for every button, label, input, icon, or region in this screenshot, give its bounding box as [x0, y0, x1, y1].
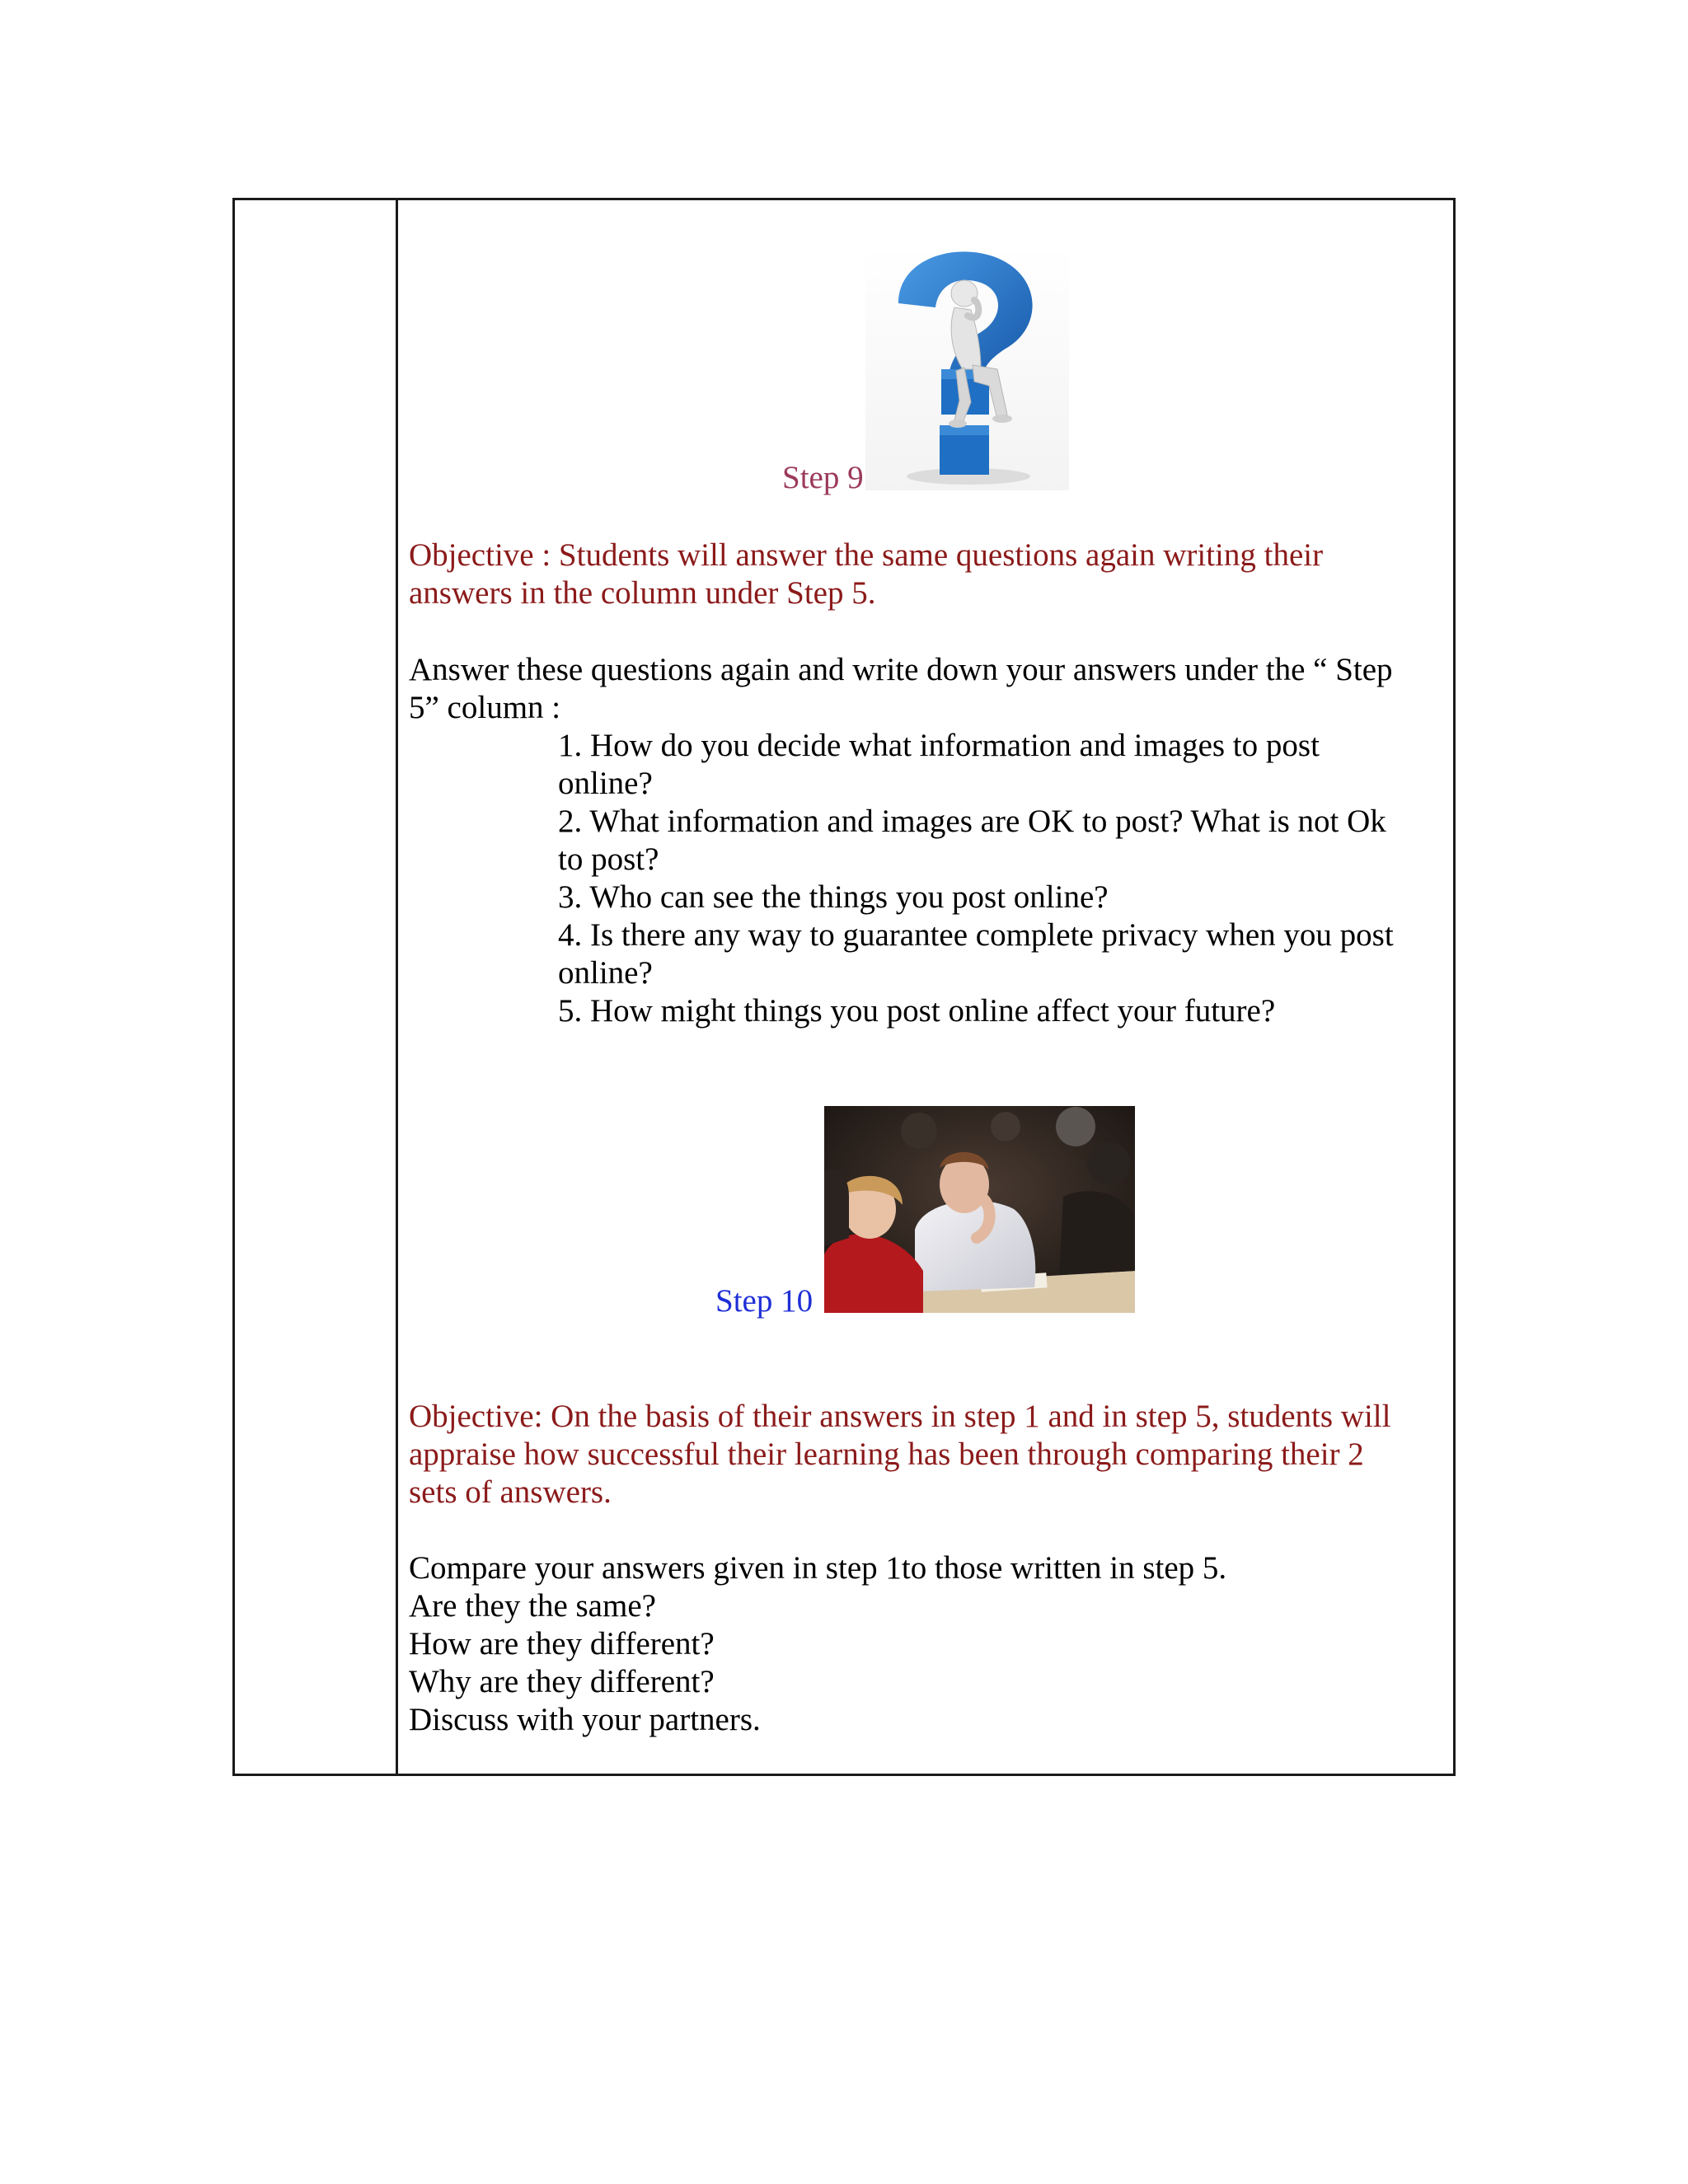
question-1-line1: 1. How do you decide what information and images to post — [558, 728, 1320, 763]
question-3-line1: 3. Who can see the things you post online? — [558, 879, 1109, 915]
step9-objective-line2: answers in the column under Step 5. — [409, 575, 876, 611]
step10-objective-line2: appraise how successful their learning has been through comparing their 2 — [409, 1436, 1364, 1472]
step10-line-5: Discuss with your partners. — [409, 1702, 761, 1737]
audience-photo — [824, 1106, 1135, 1313]
step10-line-2: Are they the same? — [409, 1588, 656, 1624]
question-2-line2: to post? — [558, 841, 659, 877]
step10-line-4: Why are they different? — [409, 1664, 715, 1699]
table-column-divider — [396, 200, 398, 1774]
step9-instruction-line1: Answer these questions again and write down your answers under the “ Step — [409, 652, 1393, 687]
question-4-line1: 4. Is there any way to guarantee complete privacy when you post — [558, 917, 1394, 953]
step10-objective-line1: Objective: On the basis of their answers in step 1 and in step 5, students will — [409, 1399, 1391, 1434]
question-5-line1: 5. How might things you post online affect your future? — [558, 993, 1276, 1029]
question-4-line2: online? — [558, 955, 653, 991]
question-2-line1: 2. What information and images are OK to post? What is not Ok — [558, 804, 1386, 839]
step10-objective-line3: sets of answers. — [409, 1474, 612, 1510]
step10-label: Step 10 — [715, 1283, 814, 1319]
lesson-table — [232, 198, 1456, 1776]
question-1-line2: online? — [558, 766, 653, 801]
step9-objective-line1: Objective : Students will answer the same questions again writing their — [409, 537, 1324, 573]
step10-line-3: How are they different? — [409, 1626, 715, 1661]
step10-line-1: Compare your answers given in step 1to those written in step 5. — [409, 1550, 1227, 1586]
step9-label: Step 9 — [782, 460, 864, 495]
question-mark-figure-icon — [865, 246, 1069, 490]
step9-instruction-line2: 5” column : — [409, 690, 561, 725]
